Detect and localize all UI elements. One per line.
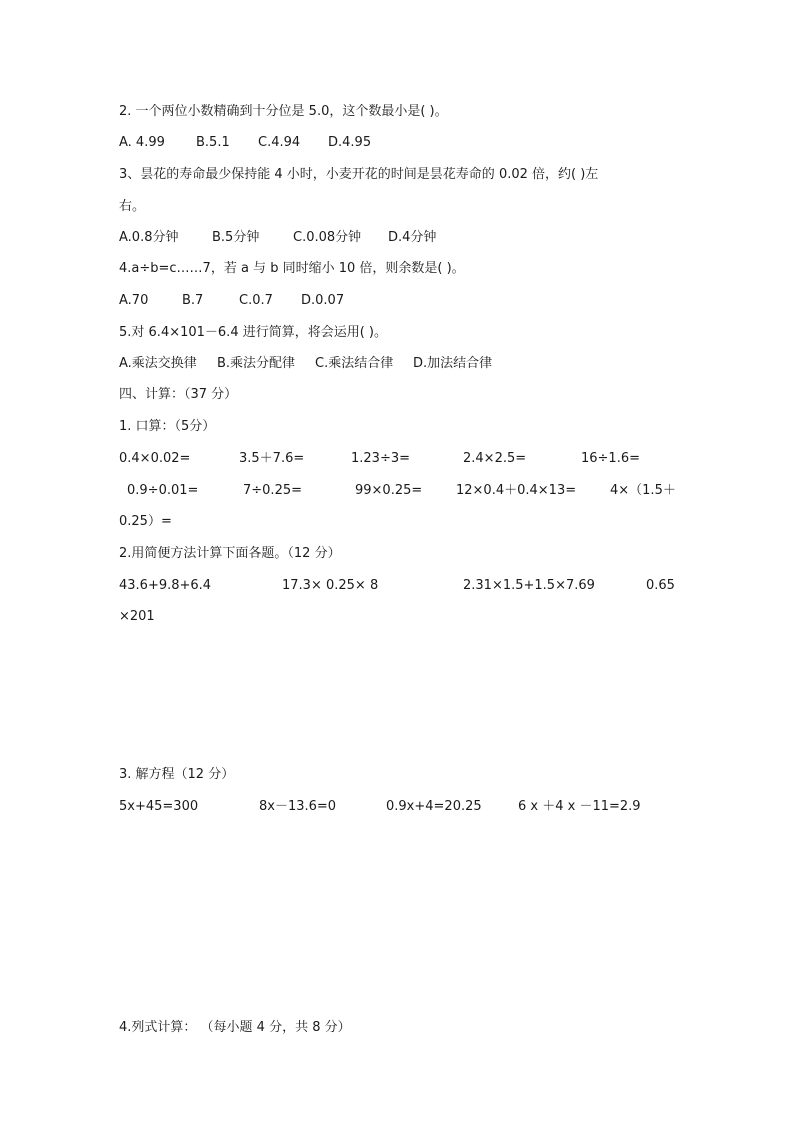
equation-title: 3. 解方程（12 分） (119, 767, 235, 782)
q4-option-d: D.0.07 (301, 293, 345, 308)
oral-item: 99×0.25= (355, 483, 423, 498)
q2-option-d: D.4.95 (328, 135, 372, 150)
simple-calc-item: 17.3× 0.25× 8 (282, 578, 379, 593)
oral-item: 0.4×0.02= (119, 451, 191, 466)
q5-option-c: C.乘法结合律 (315, 356, 394, 371)
q4-option-c: C.0.7 (239, 293, 273, 308)
simple-calc-item: 43.6+9.8+6.4 (119, 578, 212, 593)
section4-title: 四、计算：（37 分） (119, 387, 238, 402)
q3-stem-line2: 右。 (119, 199, 146, 214)
oral-item: 2.4×2.5= (463, 451, 527, 466)
q3-stem-line1: 3、昙花的寿命最少保持能 4 小时，小麦开花的时间是昙花寿命的 0.02 倍，约( )左 (119, 167, 599, 182)
q5-stem: 5.对 6.4×101－6.4 进行简算，将会运用( )。 (119, 325, 387, 340)
oral-item-continuation: 0.25）= (119, 514, 172, 529)
q4-option-b: B.7 (182, 293, 204, 308)
oral-item: 7÷0.25= (243, 483, 303, 498)
equation-item: 5x+45=300 (119, 799, 199, 814)
q3-option-b: B.5分钟 (212, 230, 260, 245)
equation-item: 6 x ＋4 x －11=2.9 (518, 799, 641, 814)
simple-calc-item: 0.65 (646, 578, 675, 593)
equation-item: 8x－13.6=0 (259, 799, 337, 814)
q2-stem: 2. 一个两位小数精确到十分位是 5.0，这个数最小是( )。 (119, 104, 448, 119)
q2-option-a: A. 4.99 (119, 135, 165, 150)
q5-option-a: A.乘法交换律 (119, 356, 197, 371)
oral-item: 0.9÷0.01= (127, 483, 199, 498)
oral-item: 1.23÷3= (351, 451, 411, 466)
written-calc-title: 4.列式计算： （每小题 4 分，共 8 分） (119, 1020, 351, 1035)
q4-option-a: A.70 (119, 293, 149, 308)
oral-calc-title: 1. 口算：（5分） (119, 419, 216, 434)
simple-calc-item: 2.31×1.5+1.5×7.69 (463, 578, 595, 593)
oral-item: 3.5＋7.6= (239, 451, 305, 466)
q5-option-d: D.加法结合律 (413, 356, 493, 371)
equation-item: 0.9x+4=20.25 (386, 799, 482, 814)
q2-option-b: B.5.1 (196, 135, 230, 150)
oral-item: 12×0.4＋0.4×13= (456, 483, 577, 498)
simple-calc-continuation: ×201 (119, 609, 155, 624)
q4-stem: 4.a÷b=c……7，若 a 与 b 同时缩小 10 倍，则余数是( )。 (119, 261, 465, 276)
q3-option-a: A.0.8分钟 (119, 230, 179, 245)
q2-option-c: C.4.94 (258, 135, 301, 150)
simple-calc-title: 2.用简便方法计算下面各题。（12 分） (119, 546, 341, 561)
oral-item: 16÷1.6= (581, 451, 641, 466)
q3-option-d: D.4分钟 (388, 230, 437, 245)
oral-item: 4×（1.5＋ (610, 483, 676, 498)
q3-option-c: C.0.08分钟 (293, 230, 362, 245)
q5-option-b: B.乘法分配律 (217, 356, 296, 371)
